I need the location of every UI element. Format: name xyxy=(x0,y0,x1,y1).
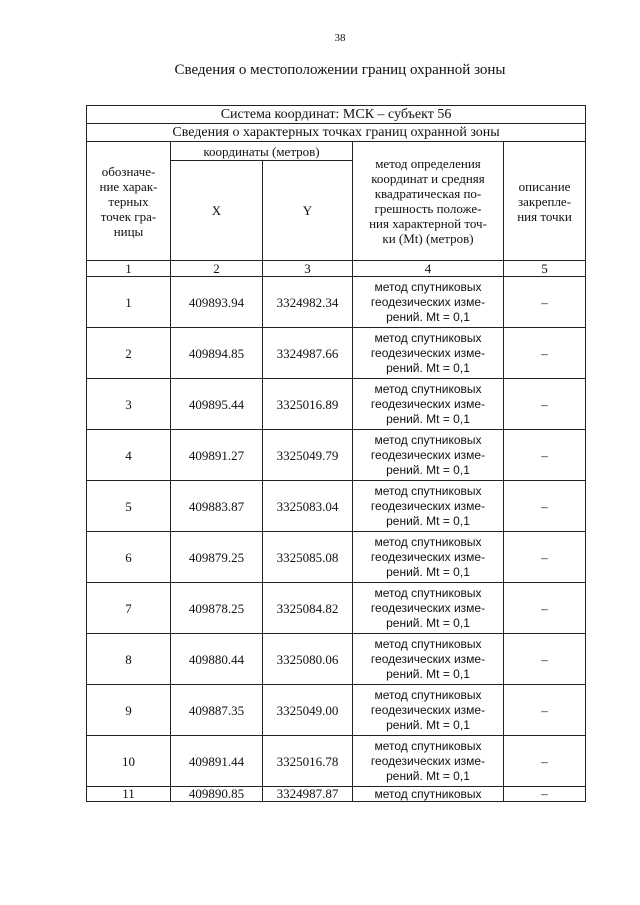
description-cell: – xyxy=(504,634,586,685)
y-coordinate-cell: 3325049.79 xyxy=(263,430,353,481)
method-line: геодезических изме- xyxy=(370,498,486,513)
method-line: метод спутниковых xyxy=(374,534,482,549)
y-coordinate-cell: 3324987.87 xyxy=(263,787,353,802)
x-coordinate-cell: 409893.94 xyxy=(171,277,263,328)
point-number-cell: 10 xyxy=(87,736,171,787)
column-number: 4 xyxy=(353,261,504,277)
point-number-cell: 1 xyxy=(87,277,171,328)
y-coordinate-cell: 3325049.00 xyxy=(263,685,353,736)
table-row xyxy=(87,685,586,736)
table-row xyxy=(87,328,586,379)
method-line: метод спутниковых xyxy=(374,585,482,600)
method-cell xyxy=(353,328,504,379)
x-coordinate-cell: 409890.85 xyxy=(171,787,263,802)
x-coordinate-cell: 409887.35 xyxy=(171,685,263,736)
method-line: метод спутниковых xyxy=(374,432,482,447)
method-line: геодезических изме- xyxy=(370,549,486,564)
column-number: 3 xyxy=(263,261,353,277)
method-line: рений. Mt = 0,1 xyxy=(386,309,470,324)
description-cell: – xyxy=(504,328,586,379)
method-line: рений. Mt = 0,1 xyxy=(386,564,470,579)
method-cell xyxy=(353,532,504,583)
description-cell: – xyxy=(504,583,586,634)
method-cell xyxy=(353,277,504,328)
method-line: геодезических изме- xyxy=(370,396,486,411)
point-number-cell: 2 xyxy=(87,328,171,379)
description-cell: – xyxy=(504,430,586,481)
method-line: метод спутниковых xyxy=(374,279,482,294)
method-cell xyxy=(353,685,504,736)
header-description-line: описание xyxy=(518,178,571,194)
column-number: 5 xyxy=(504,261,586,277)
table-row xyxy=(87,430,586,481)
x-coordinate-cell: 409880.44 xyxy=(171,634,263,685)
page-number: 38 xyxy=(334,32,346,44)
table-row xyxy=(87,481,586,532)
point-number-cell: 9 xyxy=(87,685,171,736)
point-number-cell: 6 xyxy=(87,532,171,583)
point-number-cell: 8 xyxy=(87,634,171,685)
header-method-line: координат и средняя xyxy=(371,171,485,186)
table-row xyxy=(87,583,586,634)
header-method xyxy=(353,142,504,261)
method-cell: метод спутниковых xyxy=(353,787,504,802)
table-row xyxy=(87,532,586,583)
table-subtitle-cell: Сведения о характерных точках границ охранной зоны xyxy=(87,124,586,142)
y-coordinate-cell: 3325080.06 xyxy=(263,634,353,685)
method-line: рений. Mt = 0,1 xyxy=(386,768,470,783)
method-cell xyxy=(353,481,504,532)
method-line: метод спутниковых xyxy=(374,636,482,651)
y-coordinate-cell: 3325016.78 xyxy=(263,736,353,787)
y-coordinate-cell: 3324982.34 xyxy=(263,277,353,328)
method-line: геодезических изме- xyxy=(370,702,486,717)
method-line: метод спутниковых xyxy=(374,687,482,702)
point-number-cell: 7 xyxy=(87,583,171,634)
header-method-line: ки (Mt) (метров) xyxy=(382,231,474,246)
y-coordinate-cell: 3325083.04 xyxy=(263,481,353,532)
method-cell xyxy=(353,583,504,634)
method-line: метод спутниковых xyxy=(374,330,482,345)
header-description xyxy=(504,142,586,261)
method-cell xyxy=(353,379,504,430)
method-line: рений. Mt = 0,1 xyxy=(386,513,470,528)
table-row xyxy=(87,277,586,328)
column-number: 2 xyxy=(171,261,263,277)
method-line: метод спутниковых xyxy=(374,738,482,753)
description-cell: – xyxy=(504,532,586,583)
method-line: рений. Mt = 0,1 xyxy=(386,666,470,681)
table-row xyxy=(87,379,586,430)
header-point xyxy=(87,142,171,261)
header-y: Y xyxy=(263,161,353,261)
x-coordinate-cell: 409879.25 xyxy=(171,532,263,583)
method-line: геодезических изме- xyxy=(370,753,486,768)
header-description-line: ния точки xyxy=(517,208,572,224)
header-method-line: ния характерной точ- xyxy=(369,216,487,231)
header-method-line: грешность положе- xyxy=(374,201,482,216)
description-cell: – xyxy=(504,787,586,802)
coordinate-system-cell: Система координат: МСК – субъект 56 xyxy=(87,106,586,124)
description-cell: – xyxy=(504,277,586,328)
method-line: метод спутниковых xyxy=(374,381,482,396)
method-cell xyxy=(353,430,504,481)
header-point-line: терных xyxy=(108,193,149,209)
coordinates-table xyxy=(86,105,586,802)
method-line: геодезических изме- xyxy=(370,447,486,462)
method-line: рений. Mt = 0,1 xyxy=(386,717,470,732)
point-number-cell: 4 xyxy=(87,430,171,481)
point-number-cell: 3 xyxy=(87,379,171,430)
description-cell: – xyxy=(504,481,586,532)
header-coordinates: координаты (метров) xyxy=(171,142,353,161)
x-coordinate-cell: 409895.44 xyxy=(171,379,263,430)
x-coordinate-cell: 409878.25 xyxy=(171,583,263,634)
method-line: рений. Mt = 0,1 xyxy=(386,615,470,630)
y-coordinate-cell: 3325085.08 xyxy=(263,532,353,583)
method-line: геодезических изме- xyxy=(370,651,486,666)
method-cell xyxy=(353,634,504,685)
method-line: рений. Mt = 0,1 xyxy=(386,360,470,375)
x-coordinate-cell: 409891.44 xyxy=(171,736,263,787)
header-x: X xyxy=(171,161,263,261)
method-line: геодезических изме- xyxy=(370,600,486,615)
header-point-line: точек гра- xyxy=(100,208,157,224)
point-number-cell: 5 xyxy=(87,481,171,532)
y-coordinate-cell: 3325084.82 xyxy=(263,583,353,634)
method-line: геодезических изме- xyxy=(370,294,486,309)
y-coordinate-cell: 3324987.66 xyxy=(263,328,353,379)
description-cell: – xyxy=(504,379,586,430)
x-coordinate-cell: 409894.85 xyxy=(171,328,263,379)
header-description-line: закрепле- xyxy=(518,193,572,209)
x-coordinate-cell: 409891.27 xyxy=(171,430,263,481)
table-row xyxy=(87,634,586,685)
header-point-line: ницы xyxy=(113,223,144,239)
header-method-line: метод определения xyxy=(375,156,481,171)
method-line: рений. Mt = 0,1 xyxy=(386,462,470,477)
header-point-line: обозначе- xyxy=(101,163,156,179)
x-coordinate-cell: 409883.87 xyxy=(171,481,263,532)
column-number: 1 xyxy=(87,261,171,277)
method-line: рений. Mt = 0,1 xyxy=(386,411,470,426)
y-coordinate-cell: 3325016.89 xyxy=(263,379,353,430)
page-title: Сведения о местоположении границ охранной зоны xyxy=(174,62,506,78)
header-method-line: квадратическая по- xyxy=(374,186,482,201)
header-point-line: ние харак- xyxy=(99,178,158,194)
method-line: геодезических изме- xyxy=(370,345,486,360)
description-cell: – xyxy=(504,736,586,787)
table-row xyxy=(87,736,586,787)
point-number-cell: 11 xyxy=(87,787,171,802)
method-line: метод спутниковых xyxy=(374,483,482,498)
method-cell xyxy=(353,736,504,787)
table-row xyxy=(87,787,586,802)
description-cell: – xyxy=(504,685,586,736)
